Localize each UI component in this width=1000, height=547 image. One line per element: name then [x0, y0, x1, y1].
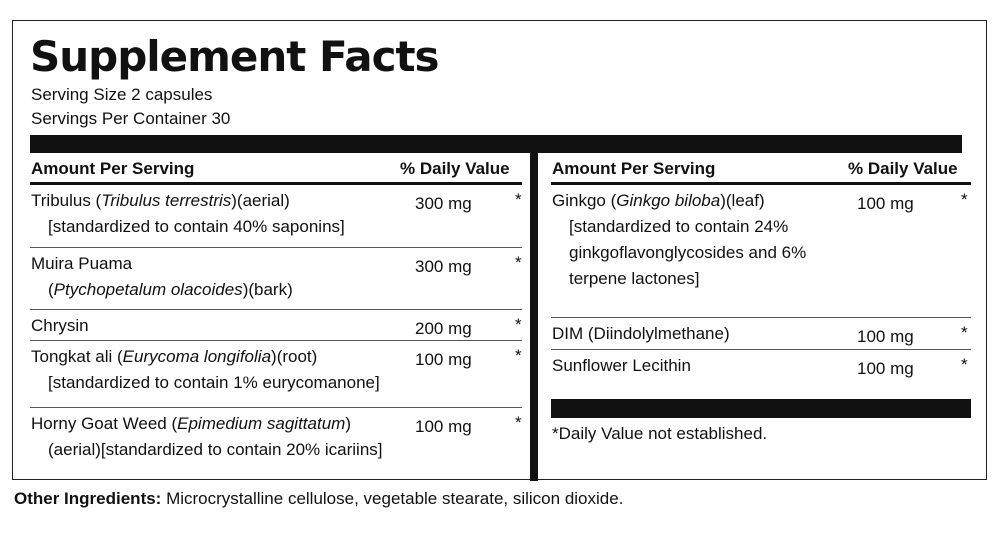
ingredient-name: DIM (Diindolylmethane): [552, 324, 730, 343]
daily-value-marker: *: [961, 323, 968, 342]
left-column-header: [30, 155, 522, 185]
daily-value-marker: *: [515, 190, 522, 209]
supplement-facts-panel: [12, 20, 987, 480]
daily-value-marker: *: [961, 355, 968, 374]
ingredient-row-dim: [551, 318, 971, 350]
ingredient-detail: [standardized to contain 1% eurycomanone]: [48, 373, 380, 392]
ingredient-detail: (aerial)[standardized to contain 20% icariins]: [48, 440, 383, 459]
daily-value-heading: % Daily Value: [848, 159, 958, 178]
ingredient-name: Tribulus (Tribulus terrestris)(aerial) [standardized to contain 40% saponins]: [31, 188, 409, 240]
ingredient-row-tribulus: [30, 185, 522, 248]
other-ingredients-text: Microcrystalline cellulose, vegetable stearate, silicon dioxide.: [161, 489, 624, 508]
ingredient-name: Muira Puama (Ptychopetalum olacoides)(bark): [31, 251, 409, 303]
other-ingredients-label: Other Ingredients:: [14, 489, 162, 508]
ingredient-amount: 100 mg: [415, 350, 472, 369]
serving-size: Serving Size 2 capsules: [31, 85, 213, 104]
servings-per-container: Servings Per Container 30: [31, 109, 231, 128]
daily-value-marker: *: [515, 413, 522, 432]
ingredient-detail: (Ptychopetalum olacoides)(bark): [48, 280, 293, 299]
ingredient-detail: [standardized to contain 24% ginkgoflavonglycosides and 6% terpene lactones]: [569, 217, 807, 288]
column-divider: [530, 153, 538, 481]
ingredient-row-ginkgo: [551, 185, 971, 318]
ingredient-detail: [standardized to contain 40% saponins]: [48, 217, 345, 236]
ingredient-name: Sunflower Lecithin: [552, 356, 691, 375]
ingredient-name: Ginkgo (Ginkgo biloba)(leaf) [standardized to contain 24% ginkgoflavonglycosides and 6% terpene lactones]: [552, 188, 852, 292]
amount-per-serving-heading: Amount Per Serving: [552, 159, 716, 178]
ingredient-name: Horny Goat Weed (Epimedium sagittatum) (aerial)[standardized to contain 20% icariins]: [31, 411, 409, 463]
ingredient-row-tongkat-ali: [30, 341, 522, 408]
ingredient-amount: 300 mg: [415, 194, 472, 213]
ingredient-amount: 100 mg: [857, 194, 914, 213]
daily-value-footnote: *Daily Value not established.: [552, 424, 768, 443]
ingredient-name: Chrysin: [31, 316, 89, 335]
amount-per-serving-heading: Amount Per Serving: [31, 159, 195, 178]
ingredient-row-sunflower-lecithin: [551, 350, 971, 380]
ingredient-amount: 100 mg: [415, 417, 472, 436]
ingredient-row-muira-puama: [30, 248, 522, 310]
daily-value-marker: *: [515, 315, 522, 334]
ingredient-amount: 200 mg: [415, 319, 472, 338]
right-column-header: [551, 155, 971, 185]
ingredient-amount: 100 mg: [857, 359, 914, 378]
daily-value-marker: *: [961, 190, 968, 209]
thick-divider-bar-bottom: [551, 399, 971, 418]
ingredient-row-horny-goat-weed: [30, 408, 522, 478]
daily-value-marker: *: [515, 346, 522, 365]
panel-title: Supplement Facts: [30, 32, 439, 81]
daily-value-heading: % Daily Value: [400, 159, 510, 178]
ingredient-row-chrysin: [30, 310, 522, 341]
ingredient-amount: 100 mg: [857, 327, 914, 346]
ingredient-name: Tongkat ali (Eurycoma longifolia)(root) [standardized to contain 1% eurycomanone]: [31, 344, 409, 396]
daily-value-marker: *: [515, 253, 522, 272]
other-ingredients: [14, 488, 623, 510]
ingredient-amount: 300 mg: [415, 257, 472, 276]
thick-divider-bar: [30, 135, 962, 153]
